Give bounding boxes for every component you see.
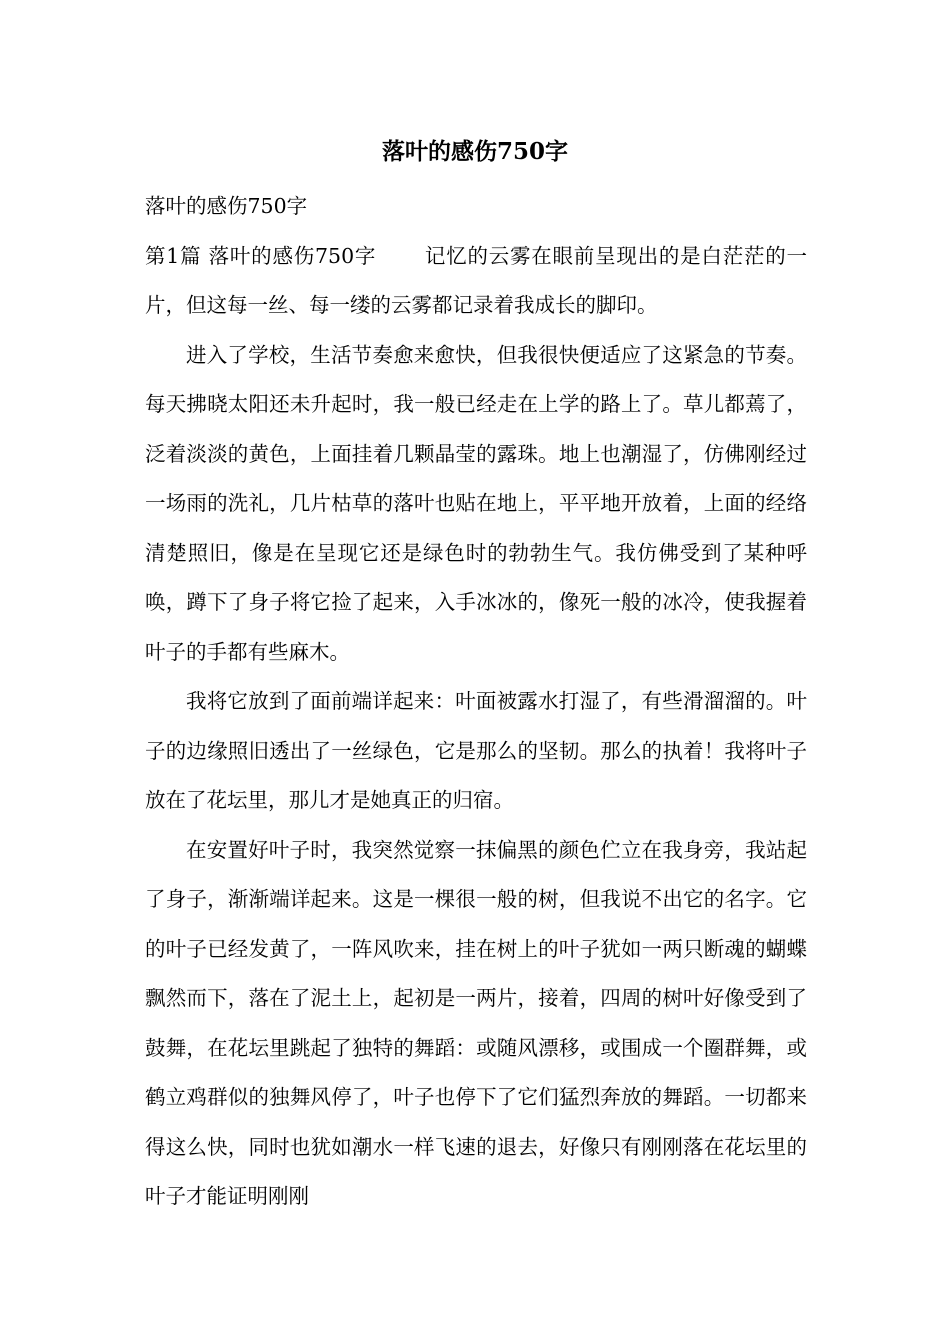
document-body bbox=[145, 182, 807, 1222]
paragraph: 进入了学校，生活节奏愈来愈快，但我很快便适应了这紧急的节奏。每天拂晓太阳还未升起时，我一般已经走在上学的路上了。草儿都蔫了，泛着淡淡的黄色，上面挂着几颗晶莹的露珠。地上也潮湿了，仿佛刚经过一场雨的洗礼，几片枯草的落叶也贴在地上，平平地开放着，上面的经络清楚照旧，像是在呈现它还是绿色时的勃勃生气。我仿佛受到了某种呼唤，蹲下了身子将它捡了起来，入手冰冰的，像死一般的冰冷，使我握着叶子的手都有些麻木。 bbox=[145, 342, 807, 664]
paragraph: 在安置好叶子时，我突然觉察一抹偏黑的颜色伫立在我身旁，我站起了身子，渐渐端详起来。这是一棵很一般的树，但我说不出它的名字。它的叶子已经发黄了，一阵风吹来，挂在树上的叶子犹如一两只断魂的蝴蝶飘然而下，落在了泥土上，起初是一两片，接着，四周的树叶好像受到了鼓舞，在花坛里跳起了独特的舞蹈：或随风漂移，或围成一个圈群舞，或鹤立鸡群似的独舞风停了，叶子也停下了它们猛烈奔放的舞蹈。一切都来得这么快，同时也犹如潮水一样飞速的退去，好像只有刚刚落在花坛里的叶子才能证明刚刚 bbox=[145, 837, 807, 1208]
article-heading: 第1篇 落叶的感伤750字 bbox=[145, 243, 377, 268]
document-subtitle: 落叶的感伤750字 bbox=[145, 194, 308, 218]
first-paragraph-text: 记忆的云雾在眼前呈现出的是白茫茫的一片，但这每一丝、每一缕的云雾都记录着我成长的脚印。 bbox=[145, 243, 808, 317]
first-paragraph bbox=[145, 232, 807, 331]
document-title: 落叶的感伤750字 bbox=[381, 138, 568, 165]
paragraph: 我将它放到了面前端详起来：叶面被露水打湿了，有些滑溜溜的。叶子的边缘照旧透出了一丝绿色，它是那么的坚韧。那么的执着！我将叶子放在了花坛里，那儿才是她真正的归宿。 bbox=[145, 689, 807, 812]
